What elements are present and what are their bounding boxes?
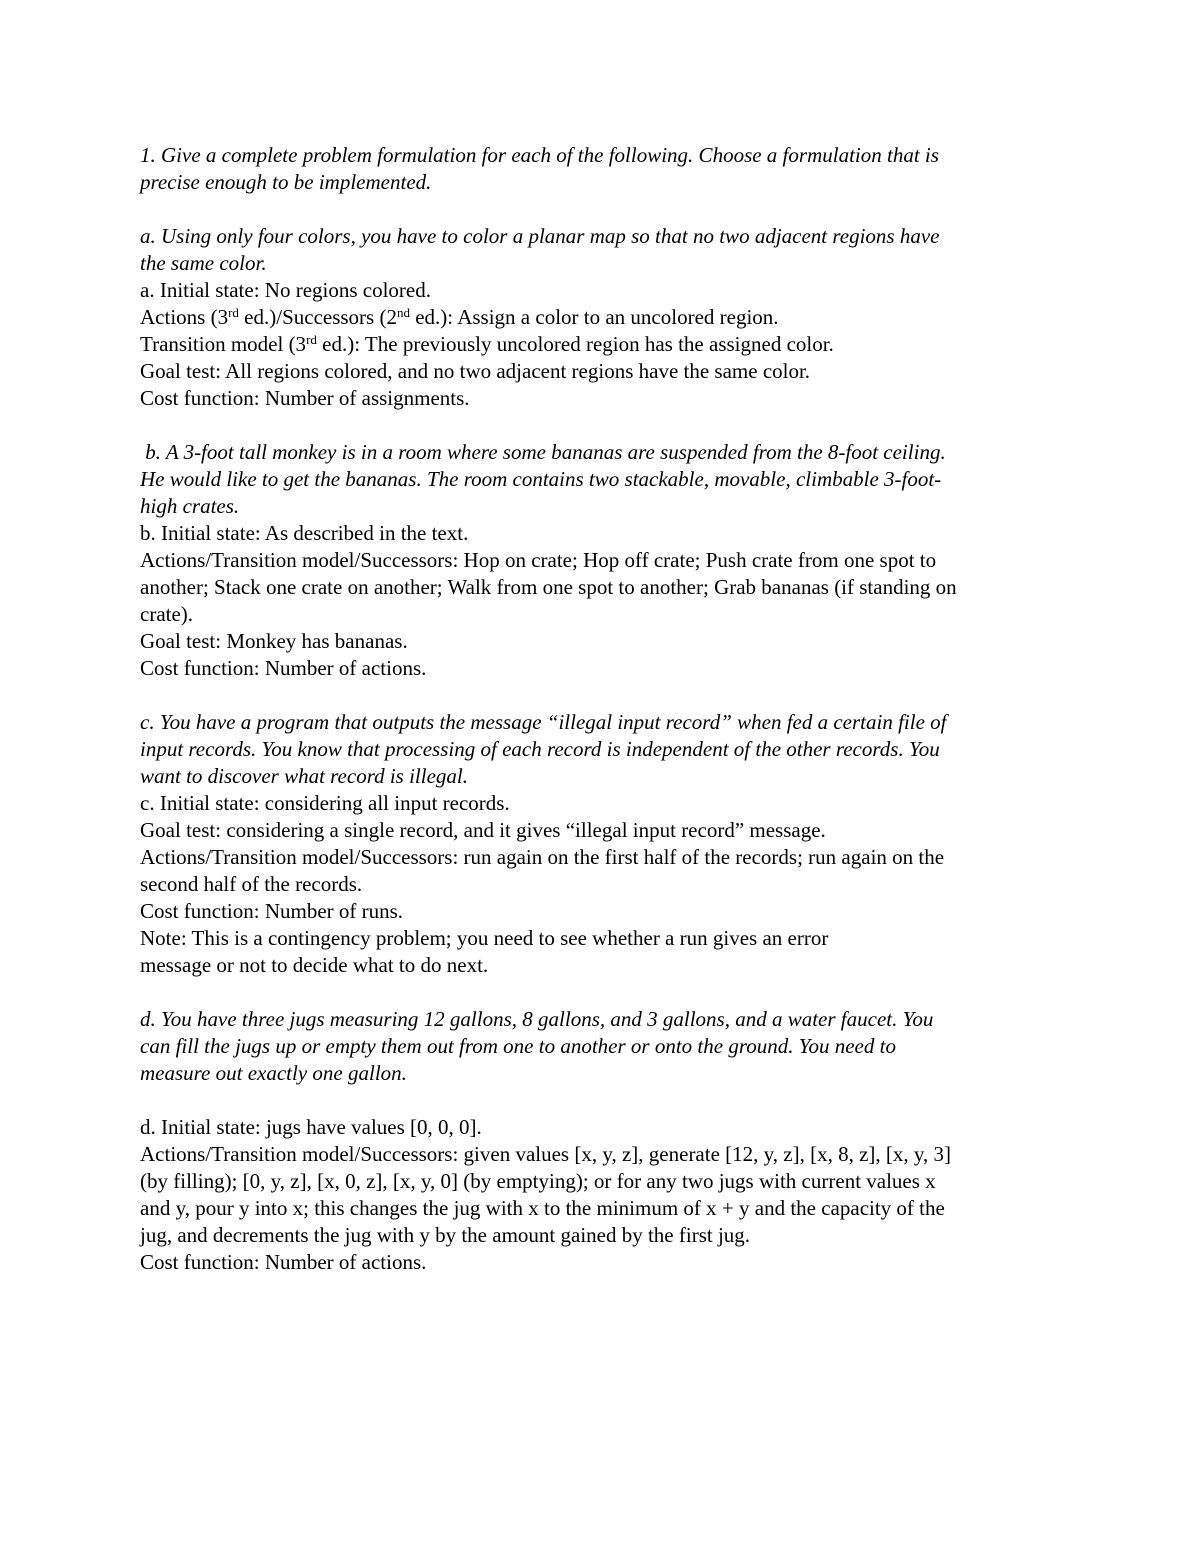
answer-b-line: Goal test: Monkey has bananas. <box>140 629 408 653</box>
answer-d-line: Actions/Transition model/Successors: given values [x, y, z], generate [12, y, z], [x, 8, z], [x, y, 3] <box>140 1142 952 1166</box>
answer-a-goal-test: Goal test: All regions colored, and no two adjacent regions have the same color. <box>140 359 811 383</box>
answer-d-line: jug, and decrements the jug with y by the amount gained by the first jug. <box>140 1223 751 1247</box>
answer-a-actions: Actions (3rd ed.)/Successors (2nd ed.): Assign a color to an uncolored region. <box>140 305 779 329</box>
question-b-line: b. A 3-foot tall monkey is in a room where some bananas are suspended from the 8-foot ceiling. <box>140 440 946 464</box>
answer-a-initial-state: a. Initial state: No regions colored. <box>140 278 431 302</box>
answer-c-line: message or not to decide what to do next. <box>140 953 489 977</box>
answer-a-transition: Transition model (3rd ed.): The previously uncolored region has the assigned color. <box>140 332 834 356</box>
question-d-line: measure out exactly one gallon. <box>140 1061 407 1085</box>
paragraph-gap <box>140 1087 1070 1114</box>
paragraph-gap <box>140 412 1070 439</box>
answer-d-line: d. Initial state: jugs have values [0, 0, 0]. <box>140 1115 482 1139</box>
answer-b-line: Actions/Transition model/Successors: Hop on crate; Hop off crate; Push crate from one spot to <box>140 548 937 572</box>
question-c-line: want to discover what record is illegal. <box>140 764 469 788</box>
answer-b-line: Cost function: Number of actions. <box>140 656 427 680</box>
answer-b-line: another; Stack one crate on another; Walk from one spot to another; Grab bananas (if standing on <box>140 575 957 599</box>
question-a-line: the same color. <box>140 251 267 275</box>
intro-line: precise enough to be implemented. <box>140 170 432 194</box>
question-b-line: He would like to get the bananas. The room contains two stackable, movable, climbable 3-foot- <box>140 467 942 491</box>
answer-c-line: Actions/Transition model/Successors: run again on the first half of the records; run again on the <box>140 845 945 869</box>
paragraph-gap <box>140 979 1070 1006</box>
answer-c-line: second half of the records. <box>140 872 363 896</box>
question-d-line: d. You have three jugs measuring 12 gallons, 8 gallons, and 3 gallons, and a water faucet. You <box>140 1007 934 1031</box>
question-b-line: high crates. <box>140 494 240 518</box>
answer-d-line: (by filling); [0, y, z], [x, 0, z], [x, y, 0] (by emptying); or for any two jugs with current values x <box>140 1169 936 1193</box>
intro-line: 1. Give a complete problem formulation for each of the following. Choose a formulation that is <box>140 143 939 167</box>
paragraph-gap <box>140 196 1070 223</box>
answer-c-line: Goal test: considering a single record, and it gives “illegal input record” message. <box>140 818 826 842</box>
answer-d-line: Cost function: Number of actions. <box>140 1250 427 1274</box>
question-a-line: a. Using only four colors, you have to color a planar map so that no two adjacent regions have <box>140 224 940 248</box>
document-page <box>140 142 1070 1276</box>
answer-d-line: and y, pour y into x; this changes the jug with x to the minimum of x + y and the capacity of the <box>140 1196 945 1220</box>
question-d-line: can fill the jugs up or empty them out from one to another or onto the ground. You need to <box>140 1034 896 1058</box>
answer-c-line: Note: This is a contingency problem; you need to see whether a run gives an error <box>140 926 829 950</box>
answer-b-line: crate). <box>140 602 194 626</box>
answer-c-line: Cost function: Number of runs. <box>140 899 404 923</box>
paragraph-gap <box>140 682 1070 709</box>
answer-a-cost: Cost function: Number of assignments. <box>140 386 470 410</box>
answer-c-line: c. Initial state: considering all input records. <box>140 791 510 815</box>
answer-b-line: b. Initial state: As described in the text. <box>140 521 469 545</box>
question-c-line: c. You have a program that outputs the message “illegal input record” when fed a certain file of <box>140 710 947 734</box>
question-c-line: input records. You know that processing of each record is independent of the other records. You <box>140 737 940 761</box>
